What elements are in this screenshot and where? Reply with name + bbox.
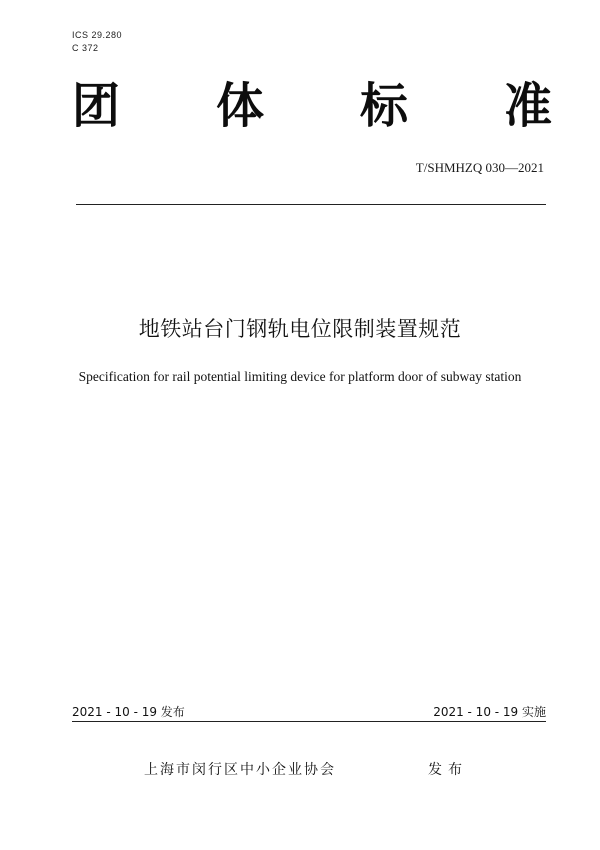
standard-type-char-4: 准 xyxy=(503,78,552,134)
document-title-english: Specification for rail potential limiting device for platform door of subway station xyxy=(78,369,522,384)
standard-code: T/SHMHZQ 030—2021 xyxy=(415,160,544,175)
ics-code: ICS 29.280 xyxy=(72,30,123,40)
standard-type-char-2: 体 xyxy=(215,78,264,134)
footer-divider xyxy=(72,721,546,722)
header-divider xyxy=(76,204,546,205)
ccs-code: C 372 xyxy=(72,43,99,53)
publish-date: 2021 - 10 - 19 发布 xyxy=(72,705,185,719)
standard-type-heading xyxy=(72,78,552,134)
issue-label: 发布 xyxy=(428,762,468,778)
implement-date: 2021 - 10 - 19 实施 xyxy=(433,705,546,719)
issuing-organization: 上海市闵行区中小企业协会 xyxy=(144,762,336,778)
standard-type-char-1: 团 xyxy=(72,78,121,134)
standard-type-char-3: 标 xyxy=(359,78,408,134)
document-title-chinese: 地铁站台门钢轨电位限制装置规范 xyxy=(138,317,462,341)
